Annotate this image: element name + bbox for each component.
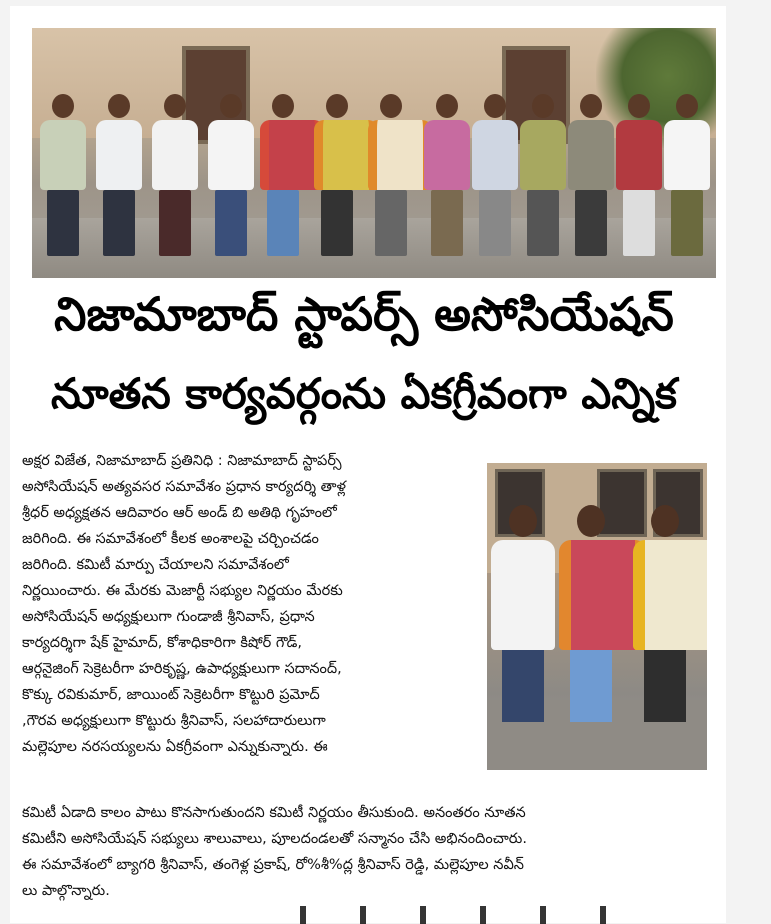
body-line: అసోసియేషన్ అధ్యక్షులుగా గుండాజీ శ్రీనివాస్, ప్రధాన — [22, 609, 315, 625]
person — [491, 505, 555, 722]
body-line: కమిటీ ఏడాది కాలం పాటు కొనసాగుతుందని కమిటీ నిర్ణయం తీసుకుంది. అనంతరం నూతన — [22, 805, 526, 821]
cropped-next-headline — [300, 906, 660, 924]
body-line: ఈ సమావేశంలో బ్యాగరి శ్రీనివాస్, తంగెళ్ల ప్రకాష్, రో%శీ%ద్ల శ్రీనివాస్ రెడ్డి, మల్లెపూల నవీన్ — [22, 857, 524, 873]
article-body-full-width — [22, 800, 712, 904]
person — [616, 94, 662, 256]
group-photo — [32, 28, 716, 278]
body-line: జరిగింది. ఈ సమావేశంలో కీలక అంశాలపై చర్చించడం — [22, 531, 319, 547]
person — [96, 94, 142, 256]
body-line: ,గౌరవ అధ్యక్షులుగా కొట్టురు శ్రీనివాస్, సలహాదారులుగా — [22, 713, 326, 729]
body-line: నిర్ణయించారు. ఈ మేరకు మెజార్టీ సభ్యుల నిర్ణయం మేరకు — [22, 583, 343, 599]
body-line: కమిటీని అసోసియేషన్ సభ్యులు శాలువాలు, పూలదండలతో సన్మానం చేసి అభినందించారు. — [22, 831, 527, 847]
body-line: ఆర్గనైజింగ్ సెక్రెటరీగా హరికృష్ణ, ఉపాధ్యక్షులుగా సదానంద్, — [22, 661, 342, 677]
body-line: అసోసియేషన్ అత్యవసర సమావేశం ప్రధాన కార్యదర్శి తాళ్ల — [22, 479, 346, 495]
honoree — [559, 505, 623, 722]
body-line: జరిగింది. కమిటీ మార్పు చేయాలని సమావేశంలో — [22, 557, 289, 573]
person — [520, 94, 566, 256]
person — [568, 94, 614, 256]
felicitation-photo — [487, 463, 707, 770]
body-line: మల్లెపూల నరసయ్యలను ఏకగ్రీవంగా ఎన్నుకున్నారు. ఈ — [22, 739, 328, 755]
body-line: కార్యదర్శిగా షేక్ హైమాద్, కోశాధికారిగా కిషోర్ గౌడ్, — [22, 635, 302, 651]
body-line: శ్రీధర్ అధ్యక్షతన ఆదివారం ఆర్ అండ్ బి అతిథి గృహంలో — [22, 505, 337, 521]
honoree — [314, 94, 360, 256]
honoree — [368, 94, 414, 256]
person — [40, 94, 86, 256]
person — [472, 94, 518, 256]
headline-line-1: నిజామాబాద్ స్టాపర్స్ అసోసియేషన్ — [54, 287, 674, 341]
headline-line-2: నూతన కార్యవర్గంను ఏకగ్రీవంగా ఎన్నిక — [51, 369, 677, 418]
body-line: లు పాల్గొన్నారు. — [22, 883, 110, 899]
honoree — [424, 94, 470, 256]
body-line: అక్షర విజేత, నిజామాబాద్ ప్రతినిధి : నిజామాబాద్ స్టాపర్స్ — [22, 453, 342, 469]
honoree — [260, 94, 306, 256]
honoree — [633, 505, 697, 722]
person — [664, 94, 710, 256]
person — [208, 94, 254, 256]
person — [152, 94, 198, 256]
article-body-left-column — [22, 448, 474, 760]
body-line: కొక్కు రవికుమార్, జాయింట్ సెక్రెటరీగా కొట్టురి ప్రమోద్ — [22, 687, 320, 703]
